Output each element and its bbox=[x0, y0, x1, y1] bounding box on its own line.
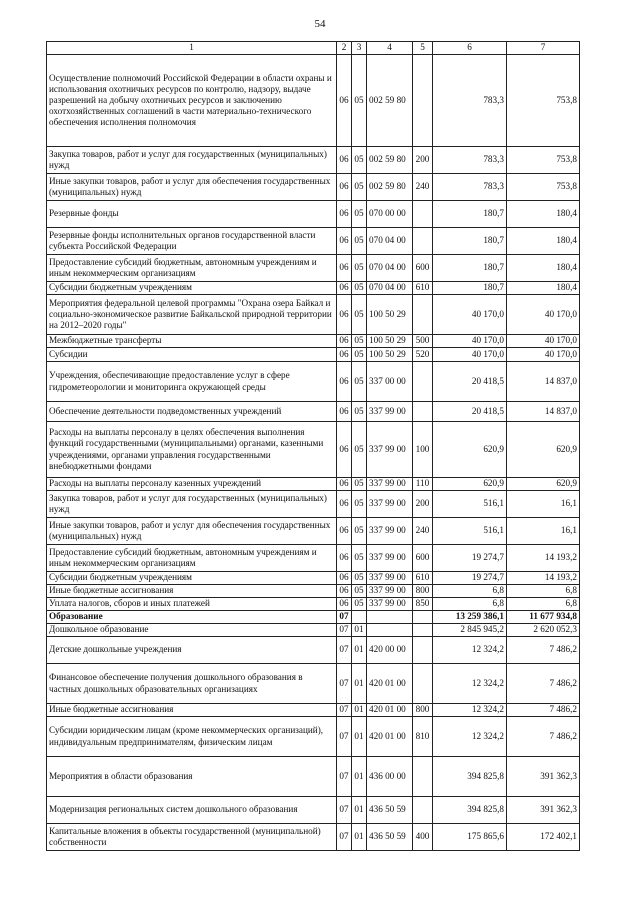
row-subsection-cell: 05 bbox=[352, 402, 367, 422]
row-value-col6-cell: 180,7 bbox=[433, 255, 507, 282]
table-row bbox=[47, 255, 580, 282]
row-name-cell: Учреждения, обеспечивающие предоставление услуг в сфере гидрометеорологии и мониторинга окружающей среды bbox=[47, 362, 337, 402]
row-name-cell: Субсидии бюджетным учреждениям bbox=[47, 572, 337, 585]
row-section-cell: 07 bbox=[337, 624, 352, 637]
row-value-col6-cell: 180,7 bbox=[433, 228, 507, 255]
row-expense-kind-cell: 850 bbox=[413, 598, 433, 611]
row-value-col6-cell: 40 170,0 bbox=[433, 335, 507, 348]
row-target-article-cell: 337 99 00 bbox=[367, 518, 413, 545]
row-expense-kind-cell: 200 bbox=[413, 491, 433, 518]
row-name-cell: Детские дошкольные учреждения bbox=[47, 637, 337, 664]
row-value-col6-cell: 40 170,0 bbox=[433, 348, 507, 362]
row-subsection-cell: 05 bbox=[352, 585, 367, 598]
row-section-cell: 06 bbox=[337, 174, 352, 201]
row-name-cell: Капитальные вложения в объекты государственной (муниципальной) собственности bbox=[47, 824, 337, 851]
table-row bbox=[47, 422, 580, 478]
row-expense-kind-cell bbox=[413, 797, 433, 824]
row-name-cell: Закупка товаров, работ и услуг для государственных (муниципальных) нужд bbox=[47, 147, 337, 174]
row-value-col6-cell: 180,7 bbox=[433, 282, 507, 295]
row-value-col6-cell: 516,1 bbox=[433, 518, 507, 545]
row-subsection-cell: 05 bbox=[352, 147, 367, 174]
row-section-cell: 07 bbox=[337, 717, 352, 757]
row-name-cell: Резервные фонды bbox=[47, 201, 337, 228]
row-target-article-cell: 070 04 00 bbox=[367, 228, 413, 255]
header-cell: 1 bbox=[47, 42, 337, 55]
table-row bbox=[47, 572, 580, 585]
row-subsection-cell: 05 bbox=[352, 174, 367, 201]
row-target-article-cell: 002 59 80 bbox=[367, 55, 413, 147]
row-name-cell: Осуществление полномочий Российской Федерации в области охраны и использования охотничьих ресурсов по контролю, надзору, выдаче разрешений на добычу охотничьих ресурсов и заключению охотхозяйственных соглашений в части материально-технического обеспечения исполнения полномочия bbox=[47, 55, 337, 147]
row-value-col7-cell: 11 677 934,8 bbox=[507, 611, 580, 624]
row-subsection-cell: 01 bbox=[352, 637, 367, 664]
row-section-cell: 06 bbox=[337, 147, 352, 174]
row-expense-kind-cell: 800 bbox=[413, 585, 433, 598]
table-row bbox=[47, 545, 580, 572]
row-name-cell: Субсидии юридическим лицам (кроме некоммерческих организаций), индивидуальным предпринимателям, физическим лицам bbox=[47, 717, 337, 757]
table-row bbox=[47, 704, 580, 717]
row-expense-kind-cell bbox=[413, 362, 433, 402]
row-subsection-cell: 01 bbox=[352, 717, 367, 757]
row-target-article-cell: 337 99 00 bbox=[367, 402, 413, 422]
row-name-cell: Расходы на выплаты персоналу в целях обеспечения выполнения функций государственными (муниципальными) органами, казенными учреждениями, органами управления государственными внебюджетными фондами bbox=[47, 422, 337, 478]
row-subsection-cell: 05 bbox=[352, 201, 367, 228]
row-subsection-cell: 05 bbox=[352, 491, 367, 518]
row-target-article-cell bbox=[367, 624, 413, 637]
row-expense-kind-cell bbox=[413, 757, 433, 797]
row-target-article-cell: 337 99 00 bbox=[367, 491, 413, 518]
row-expense-kind-cell: 110 bbox=[413, 478, 433, 491]
row-expense-kind-cell: 400 bbox=[413, 824, 433, 851]
row-value-col6-cell: 783,3 bbox=[433, 147, 507, 174]
row-value-col6-cell: 19 274,7 bbox=[433, 572, 507, 585]
row-expense-kind-cell bbox=[413, 611, 433, 624]
row-name-cell: Субсидии бюджетным учреждениям bbox=[47, 282, 337, 295]
row-value-col6-cell: 516,1 bbox=[433, 491, 507, 518]
row-value-col6-cell: 394 825,8 bbox=[433, 757, 507, 797]
row-value-col7-cell: 180,4 bbox=[507, 255, 580, 282]
row-value-col6-cell: 12 324,2 bbox=[433, 717, 507, 757]
row-value-col7-cell: 7 486,2 bbox=[507, 664, 580, 704]
row-value-col7-cell: 40 170,0 bbox=[507, 335, 580, 348]
row-section-cell: 06 bbox=[337, 545, 352, 572]
row-expense-kind-cell: 100 bbox=[413, 422, 433, 478]
table-row bbox=[47, 295, 580, 335]
table-row bbox=[47, 757, 580, 797]
row-expense-kind-cell: 240 bbox=[413, 174, 433, 201]
row-expense-kind-cell: 200 bbox=[413, 147, 433, 174]
row-value-col7-cell: 40 170,0 bbox=[507, 348, 580, 362]
row-name-cell: Финансовое обеспечение получения дошкольного образования в частных дошкольных образовательных организациях bbox=[47, 664, 337, 704]
row-expense-kind-cell bbox=[413, 55, 433, 147]
row-section-cell: 07 bbox=[337, 637, 352, 664]
row-target-article-cell: 337 99 00 bbox=[367, 545, 413, 572]
row-section-cell: 06 bbox=[337, 335, 352, 348]
header-cell: 4 bbox=[367, 42, 413, 55]
row-target-article-cell: 002 59 80 bbox=[367, 174, 413, 201]
header-cell: 6 bbox=[433, 42, 507, 55]
table-row bbox=[47, 335, 580, 348]
row-section-cell: 06 bbox=[337, 201, 352, 228]
row-name-cell: Мероприятия в области образования bbox=[47, 757, 337, 797]
row-target-article-cell: 100 50 29 bbox=[367, 295, 413, 335]
row-value-col7-cell: 6,8 bbox=[507, 585, 580, 598]
table-row bbox=[47, 585, 580, 598]
row-subsection-cell: 05 bbox=[352, 282, 367, 295]
row-subsection-cell: 05 bbox=[352, 478, 367, 491]
table-row bbox=[47, 55, 580, 147]
row-subsection-cell: 01 bbox=[352, 757, 367, 797]
row-target-article-cell: 337 99 00 bbox=[367, 478, 413, 491]
table-row bbox=[47, 201, 580, 228]
table-row bbox=[47, 282, 580, 295]
row-value-col7-cell: 180,4 bbox=[507, 201, 580, 228]
row-expense-kind-cell bbox=[413, 624, 433, 637]
row-value-col6-cell: 2 845 945,2 bbox=[433, 624, 507, 637]
row-name-cell: Предоставление субсидий бюджетным, автономным учреждениям и иным некоммерческим организациям bbox=[47, 545, 337, 572]
table-row bbox=[47, 664, 580, 704]
row-value-col7-cell: 753,8 bbox=[507, 55, 580, 147]
row-value-col6-cell: 13 259 386,1 bbox=[433, 611, 507, 624]
row-target-article-cell: 337 99 00 bbox=[367, 422, 413, 478]
row-subsection-cell: 05 bbox=[352, 545, 367, 572]
row-target-article-cell: 436 00 00 bbox=[367, 757, 413, 797]
row-name-cell: Иные закупки товаров, работ и услуг для обеспечения государственных (муниципальных) нужд bbox=[47, 174, 337, 201]
table-header-row bbox=[47, 42, 580, 55]
row-expense-kind-cell: 610 bbox=[413, 282, 433, 295]
row-subsection-cell: 05 bbox=[352, 55, 367, 147]
row-section-cell: 06 bbox=[337, 422, 352, 478]
row-subsection-cell: 05 bbox=[352, 348, 367, 362]
row-subsection-cell: 05 bbox=[352, 572, 367, 585]
row-section-cell: 07 bbox=[337, 704, 352, 717]
row-subsection-cell: 01 bbox=[352, 664, 367, 704]
row-section-cell: 07 bbox=[337, 611, 352, 624]
row-target-article-cell: 420 00 00 bbox=[367, 637, 413, 664]
row-target-article-cell: 100 50 29 bbox=[367, 335, 413, 348]
row-subsection-cell: 05 bbox=[352, 598, 367, 611]
row-value-col7-cell: 753,8 bbox=[507, 147, 580, 174]
row-name-cell: Иные бюджетные ассигнования bbox=[47, 704, 337, 717]
row-value-col7-cell: 391 362,3 bbox=[507, 757, 580, 797]
table-row bbox=[47, 174, 580, 201]
table-row bbox=[47, 478, 580, 491]
row-section-cell: 06 bbox=[337, 518, 352, 545]
row-value-col7-cell: 14 193,2 bbox=[507, 572, 580, 585]
row-name-cell: Иные закупки товаров, работ и услуг для обеспечения государственных (муниципальных) нужд bbox=[47, 518, 337, 545]
row-value-col7-cell: 40 170,0 bbox=[507, 295, 580, 335]
row-section-cell: 07 bbox=[337, 797, 352, 824]
row-expense-kind-cell bbox=[413, 295, 433, 335]
row-expense-kind-cell bbox=[413, 402, 433, 422]
header-cell: 3 bbox=[352, 42, 367, 55]
row-expense-kind-cell bbox=[413, 201, 433, 228]
row-value-col7-cell: 7 486,2 bbox=[507, 704, 580, 717]
row-value-col6-cell: 6,8 bbox=[433, 585, 507, 598]
row-value-col7-cell: 391 362,3 bbox=[507, 797, 580, 824]
row-target-article-cell: 070 00 00 bbox=[367, 201, 413, 228]
table-row bbox=[47, 402, 580, 422]
header-cell: 2 bbox=[337, 42, 352, 55]
row-value-col7-cell: 6,8 bbox=[507, 598, 580, 611]
row-subsection-cell: 01 bbox=[352, 797, 367, 824]
row-name-cell: Образование bbox=[47, 611, 337, 624]
table-row bbox=[47, 147, 580, 174]
row-name-cell: Уплата налогов, сборов и иных платежей bbox=[47, 598, 337, 611]
row-target-article-cell: 070 04 00 bbox=[367, 255, 413, 282]
row-section-cell: 06 bbox=[337, 585, 352, 598]
row-value-col7-cell: 7 486,2 bbox=[507, 717, 580, 757]
table-row bbox=[47, 348, 580, 362]
row-value-col6-cell: 12 324,2 bbox=[433, 704, 507, 717]
row-target-article-cell: 070 04 00 bbox=[367, 282, 413, 295]
row-target-article-cell: 420 01 00 bbox=[367, 704, 413, 717]
row-target-article-cell: 337 99 00 bbox=[367, 585, 413, 598]
row-name-cell: Обеспечение деятельности подведомственных учреждений bbox=[47, 402, 337, 422]
row-section-cell: 07 bbox=[337, 664, 352, 704]
page-number: 54 bbox=[314, 18, 326, 30]
row-value-col6-cell: 40 170,0 bbox=[433, 295, 507, 335]
row-target-article-cell: 420 01 00 bbox=[367, 717, 413, 757]
row-name-cell: Резервные фонды исполнительных органов государственной власти субъекта Российской Федерации bbox=[47, 228, 337, 255]
row-target-article-cell: 436 50 59 bbox=[367, 824, 413, 851]
row-value-col6-cell: 12 324,2 bbox=[433, 664, 507, 704]
row-value-col6-cell: 620,9 bbox=[433, 422, 507, 478]
row-value-col7-cell: 7 486,2 bbox=[507, 637, 580, 664]
row-value-col6-cell: 620,9 bbox=[433, 478, 507, 491]
header-cell: 5 bbox=[413, 42, 433, 55]
row-section-cell: 06 bbox=[337, 491, 352, 518]
table-row bbox=[47, 717, 580, 757]
row-target-article-cell: 002 59 80 bbox=[367, 147, 413, 174]
row-value-col7-cell: 16,1 bbox=[507, 491, 580, 518]
row-section-cell: 06 bbox=[337, 55, 352, 147]
table-row bbox=[47, 797, 580, 824]
row-target-article-cell: 337 99 00 bbox=[367, 598, 413, 611]
row-section-cell: 06 bbox=[337, 598, 352, 611]
budget-table bbox=[46, 41, 580, 851]
row-subsection-cell: 05 bbox=[352, 518, 367, 545]
row-value-col6-cell: 783,3 bbox=[433, 55, 507, 147]
row-value-col7-cell: 180,4 bbox=[507, 228, 580, 255]
row-name-cell: Модернизация региональных систем дошкольного образования bbox=[47, 797, 337, 824]
row-value-col6-cell: 180,7 bbox=[433, 201, 507, 228]
row-value-col7-cell: 16,1 bbox=[507, 518, 580, 545]
row-value-col6-cell: 394 825,8 bbox=[433, 797, 507, 824]
row-expense-kind-cell: 600 bbox=[413, 255, 433, 282]
row-expense-kind-cell: 610 bbox=[413, 572, 433, 585]
row-expense-kind-cell: 810 bbox=[413, 717, 433, 757]
row-target-article-cell: 420 01 00 bbox=[367, 664, 413, 704]
row-section-cell: 06 bbox=[337, 362, 352, 402]
row-section-cell: 06 bbox=[337, 228, 352, 255]
row-name-cell: Мероприятия федеральной целевой программы "Охрана озера Байкал и социально-экономическое развитие Байкальской природной территории на 2012–2020 годы" bbox=[47, 295, 337, 335]
row-expense-kind-cell: 240 bbox=[413, 518, 433, 545]
table-row bbox=[47, 624, 580, 637]
row-target-article-cell bbox=[367, 611, 413, 624]
row-section-cell: 06 bbox=[337, 255, 352, 282]
row-subsection-cell: 01 bbox=[352, 824, 367, 851]
row-expense-kind-cell bbox=[413, 637, 433, 664]
table-row bbox=[47, 362, 580, 402]
row-value-col7-cell: 172 402,1 bbox=[507, 824, 580, 851]
row-value-col6-cell: 20 418,5 bbox=[433, 362, 507, 402]
row-expense-kind-cell bbox=[413, 228, 433, 255]
table-row bbox=[47, 824, 580, 851]
row-section-cell: 06 bbox=[337, 295, 352, 335]
row-section-cell: 07 bbox=[337, 824, 352, 851]
row-value-col7-cell: 620,9 bbox=[507, 478, 580, 491]
row-section-cell: 06 bbox=[337, 348, 352, 362]
row-expense-kind-cell: 500 bbox=[413, 335, 433, 348]
row-name-cell: Дошкольное образование bbox=[47, 624, 337, 637]
row-target-article-cell: 337 00 00 bbox=[367, 362, 413, 402]
table-row bbox=[47, 518, 580, 545]
row-section-cell: 06 bbox=[337, 478, 352, 491]
header-cell: 7 bbox=[507, 42, 580, 55]
row-name-cell: Предоставление субсидий бюджетным, автономным учреждениям и иным некоммерческим организациям bbox=[47, 255, 337, 282]
table-row bbox=[47, 598, 580, 611]
row-expense-kind-cell: 800 bbox=[413, 704, 433, 717]
row-name-cell: Закупка товаров, работ и услуг для государственных (муниципальных) нужд bbox=[47, 491, 337, 518]
row-section-cell: 06 bbox=[337, 572, 352, 585]
row-value-col6-cell: 175 865,6 bbox=[433, 824, 507, 851]
row-value-col7-cell: 14 193,2 bbox=[507, 545, 580, 572]
table-row bbox=[47, 611, 580, 624]
row-value-col6-cell: 783,3 bbox=[433, 174, 507, 201]
row-value-col7-cell: 620,9 bbox=[507, 422, 580, 478]
row-subsection-cell: 05 bbox=[352, 362, 367, 402]
row-name-cell: Межбюджетные трансферты bbox=[47, 335, 337, 348]
row-value-col6-cell: 6,8 bbox=[433, 598, 507, 611]
row-value-col6-cell: 12 324,2 bbox=[433, 637, 507, 664]
row-section-cell: 07 bbox=[337, 757, 352, 797]
row-target-article-cell: 436 50 59 bbox=[367, 797, 413, 824]
row-expense-kind-cell: 600 bbox=[413, 545, 433, 572]
row-subsection-cell: 05 bbox=[352, 295, 367, 335]
row-value-col7-cell: 753,8 bbox=[507, 174, 580, 201]
row-subsection-cell: 05 bbox=[352, 255, 367, 282]
row-value-col7-cell: 14 837,0 bbox=[507, 362, 580, 402]
row-subsection-cell: 01 bbox=[352, 624, 367, 637]
table-row bbox=[47, 491, 580, 518]
row-name-cell: Иные бюджетные ассигнования bbox=[47, 585, 337, 598]
row-subsection-cell: 05 bbox=[352, 335, 367, 348]
row-expense-kind-cell bbox=[413, 664, 433, 704]
row-subsection-cell: 05 bbox=[352, 422, 367, 478]
row-subsection-cell: 01 bbox=[352, 704, 367, 717]
row-name-cell: Субсидии bbox=[47, 348, 337, 362]
row-value-col6-cell: 20 418,5 bbox=[433, 402, 507, 422]
row-value-col7-cell: 14 837,0 bbox=[507, 402, 580, 422]
row-section-cell: 06 bbox=[337, 282, 352, 295]
row-section-cell: 06 bbox=[337, 402, 352, 422]
row-value-col6-cell: 19 274,7 bbox=[433, 545, 507, 572]
row-name-cell: Расходы на выплаты персоналу казенных учреждений bbox=[47, 478, 337, 491]
row-value-col7-cell: 180,4 bbox=[507, 282, 580, 295]
row-target-article-cell: 337 99 00 bbox=[367, 572, 413, 585]
row-subsection-cell: 05 bbox=[352, 228, 367, 255]
row-target-article-cell: 100 50 29 bbox=[367, 348, 413, 362]
row-value-col7-cell: 2 620 052,3 bbox=[507, 624, 580, 637]
table-row bbox=[47, 228, 580, 255]
row-expense-kind-cell: 520 bbox=[413, 348, 433, 362]
row-subsection-cell bbox=[352, 611, 367, 624]
table-row bbox=[47, 637, 580, 664]
